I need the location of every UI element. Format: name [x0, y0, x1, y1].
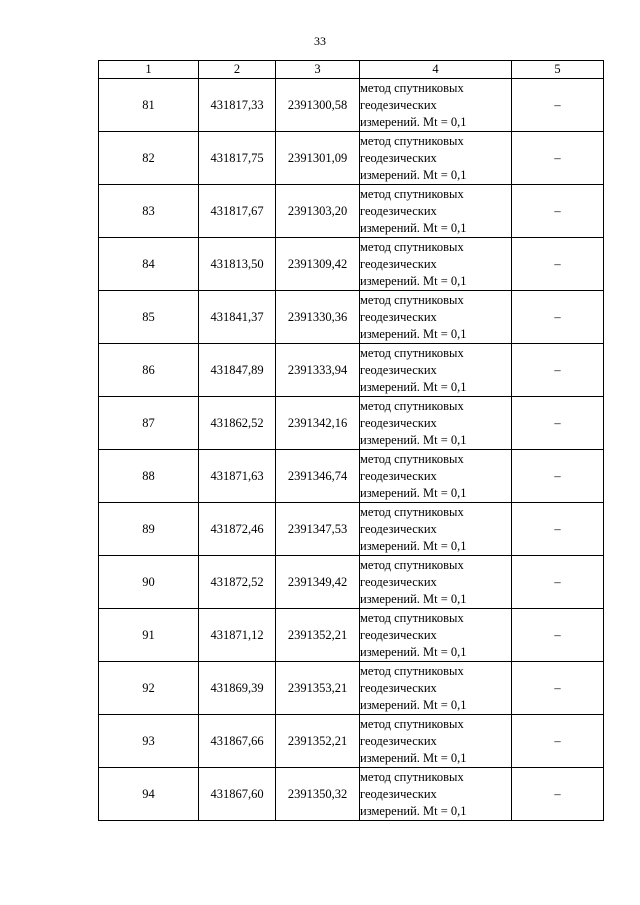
method-line: геодезических — [360, 203, 437, 218]
note-cell: – — [512, 503, 604, 556]
method-cell — [360, 238, 512, 291]
y-coordinate-cell: 2391353,21 — [276, 662, 360, 715]
method-line: геодезических — [360, 362, 437, 377]
x-coordinate-cell: 431867,66 — [199, 715, 276, 768]
method-line: измерений. Mt = 0,1 — [360, 538, 467, 553]
method-cell — [360, 609, 512, 662]
note-cell: – — [512, 662, 604, 715]
method-line: геодезических — [360, 627, 437, 642]
method-line: метод спутниковых — [360, 504, 464, 519]
method-line: геодезических — [360, 415, 437, 430]
method-line: геодезических — [360, 309, 437, 324]
method-line: геодезических — [360, 521, 437, 536]
x-coordinate-cell: 431841,37 — [199, 291, 276, 344]
method-cell — [360, 344, 512, 397]
point-number-cell: 81 — [99, 79, 199, 132]
method-line: измерений. Mt = 0,1 — [360, 644, 467, 659]
method-line: измерений. Mt = 0,1 — [360, 114, 467, 129]
method-line: метод спутниковых — [360, 610, 464, 625]
point-number-cell: 91 — [99, 609, 199, 662]
x-coordinate-cell: 431872,52 — [199, 556, 276, 609]
y-coordinate-cell: 2391333,94 — [276, 344, 360, 397]
method-line: метод спутниковых — [360, 398, 464, 413]
y-coordinate-cell: 2391303,20 — [276, 185, 360, 238]
x-coordinate-cell: 431847,89 — [199, 344, 276, 397]
method-cell — [360, 291, 512, 344]
method-cell — [360, 715, 512, 768]
point-number-cell: 84 — [99, 238, 199, 291]
method-line: измерений. Mt = 0,1 — [360, 697, 467, 712]
note-cell: – — [512, 344, 604, 397]
method-cell — [360, 503, 512, 556]
y-coordinate-cell: 2391330,36 — [276, 291, 360, 344]
point-number-cell: 94 — [99, 768, 199, 821]
method-line: метод спутниковых — [360, 716, 464, 731]
method-line: геодезических — [360, 733, 437, 748]
table-row — [99, 715, 604, 768]
method-cell — [360, 556, 512, 609]
column-header-1: 1 — [99, 61, 199, 79]
note-cell: – — [512, 397, 604, 450]
y-coordinate-cell: 2391309,42 — [276, 238, 360, 291]
method-line: измерений. Mt = 0,1 — [360, 750, 467, 765]
note-cell: – — [512, 609, 604, 662]
method-line: измерений. Mt = 0,1 — [360, 591, 467, 606]
column-header-5: 5 — [512, 61, 604, 79]
point-number-cell: 88 — [99, 450, 199, 503]
x-coordinate-cell: 431813,50 — [199, 238, 276, 291]
table-row — [99, 450, 604, 503]
y-coordinate-cell: 2391300,58 — [276, 79, 360, 132]
x-coordinate-cell: 431869,39 — [199, 662, 276, 715]
method-line: геодезических — [360, 150, 437, 165]
y-coordinate-cell: 2391346,74 — [276, 450, 360, 503]
point-number-cell: 83 — [99, 185, 199, 238]
method-line: метод спутниковых — [360, 345, 464, 360]
method-line: метод спутниковых — [360, 769, 464, 784]
y-coordinate-cell: 2391301,09 — [276, 132, 360, 185]
table-row — [99, 238, 604, 291]
x-coordinate-cell: 431867,60 — [199, 768, 276, 821]
method-cell — [360, 79, 512, 132]
method-line: измерений. Mt = 0,1 — [360, 326, 467, 341]
table-row — [99, 132, 604, 185]
table-row — [99, 79, 604, 132]
table-row — [99, 662, 604, 715]
method-line: метод спутниковых — [360, 663, 464, 678]
method-line: метод спутниковых — [360, 239, 464, 254]
method-line: измерений. Mt = 0,1 — [360, 167, 467, 182]
point-number-cell: 87 — [99, 397, 199, 450]
point-number-cell: 89 — [99, 503, 199, 556]
method-line: метод спутниковых — [360, 451, 464, 466]
x-coordinate-cell: 431872,46 — [199, 503, 276, 556]
method-line: измерений. Mt = 0,1 — [360, 432, 467, 447]
method-line: геодезических — [360, 468, 437, 483]
method-cell — [360, 132, 512, 185]
method-line: геодезических — [360, 97, 437, 112]
table-row — [99, 503, 604, 556]
table-row — [99, 556, 604, 609]
coordinates-table — [98, 60, 604, 821]
method-cell — [360, 662, 512, 715]
method-cell — [360, 768, 512, 821]
method-line: измерений. Mt = 0,1 — [360, 485, 467, 500]
note-cell: – — [512, 291, 604, 344]
method-cell — [360, 450, 512, 503]
note-cell: – — [512, 79, 604, 132]
y-coordinate-cell: 2391342,16 — [276, 397, 360, 450]
note-cell: – — [512, 185, 604, 238]
method-line: измерений. Mt = 0,1 — [360, 273, 467, 288]
column-header-4: 4 — [360, 61, 512, 79]
method-line: геодезических — [360, 680, 437, 695]
method-line: метод спутниковых — [360, 133, 464, 148]
method-line: метод спутниковых — [360, 557, 464, 572]
note-cell: – — [512, 715, 604, 768]
method-line: метод спутниковых — [360, 186, 464, 201]
x-coordinate-cell: 431817,75 — [199, 132, 276, 185]
method-line: метод спутниковых — [360, 292, 464, 307]
method-line: геодезических — [360, 256, 437, 271]
y-coordinate-cell: 2391352,21 — [276, 715, 360, 768]
note-cell: – — [512, 132, 604, 185]
table-row — [99, 397, 604, 450]
table-row — [99, 609, 604, 662]
table-row — [99, 185, 604, 238]
page-number: 33 — [314, 34, 326, 48]
y-coordinate-cell: 2391350,32 — [276, 768, 360, 821]
method-cell — [360, 397, 512, 450]
method-line: измерений. Mt = 0,1 — [360, 379, 467, 394]
x-coordinate-cell: 431817,33 — [199, 79, 276, 132]
y-coordinate-cell: 2391347,53 — [276, 503, 360, 556]
point-number-cell: 93 — [99, 715, 199, 768]
method-cell — [360, 185, 512, 238]
column-header-3: 3 — [276, 61, 360, 79]
method-line: измерений. Mt = 0,1 — [360, 803, 467, 818]
table-row — [99, 768, 604, 821]
note-cell: – — [512, 238, 604, 291]
method-line: геодезических — [360, 786, 437, 801]
method-line: измерений. Mt = 0,1 — [360, 220, 467, 235]
note-cell: – — [512, 450, 604, 503]
method-line: метод спутниковых — [360, 80, 464, 95]
x-coordinate-cell: 431871,63 — [199, 450, 276, 503]
point-number-cell: 85 — [99, 291, 199, 344]
x-coordinate-cell: 431862,52 — [199, 397, 276, 450]
point-number-cell: 86 — [99, 344, 199, 397]
method-line: геодезических — [360, 574, 437, 589]
table-row — [99, 344, 604, 397]
note-cell: – — [512, 556, 604, 609]
y-coordinate-cell: 2391349,42 — [276, 556, 360, 609]
column-header-2: 2 — [199, 61, 276, 79]
point-number-cell: 82 — [99, 132, 199, 185]
table-body — [99, 79, 604, 821]
table-header-row — [99, 61, 604, 79]
table-row — [99, 291, 604, 344]
note-cell: – — [512, 768, 604, 821]
point-number-cell: 92 — [99, 662, 199, 715]
x-coordinate-cell: 431871,12 — [199, 609, 276, 662]
point-number-cell: 90 — [99, 556, 199, 609]
y-coordinate-cell: 2391352,21 — [276, 609, 360, 662]
x-coordinate-cell: 431817,67 — [199, 185, 276, 238]
